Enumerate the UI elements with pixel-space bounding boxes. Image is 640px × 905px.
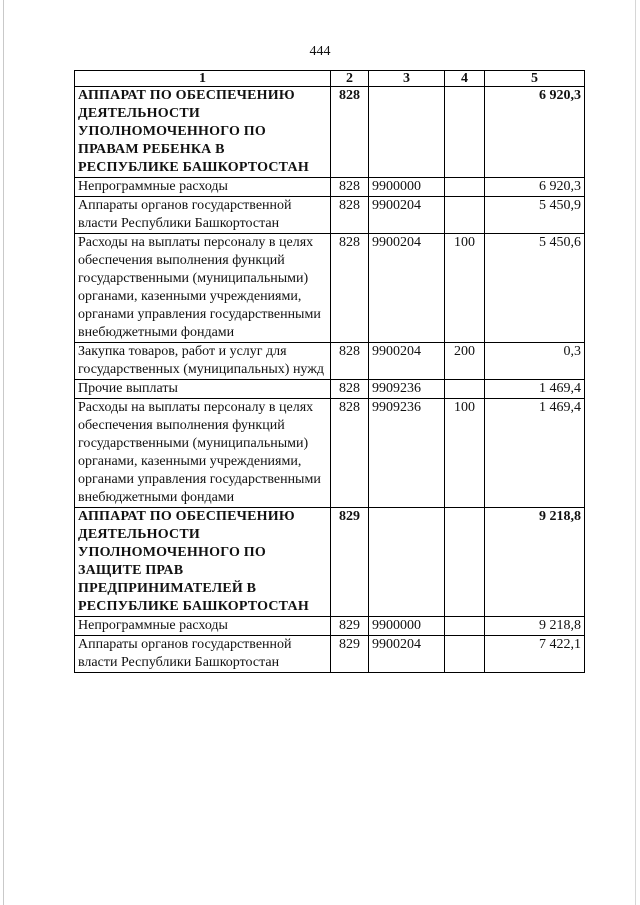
table-row [75, 636, 585, 673]
row-amount: 1 469,4 [485, 380, 585, 399]
row-code: 828 [331, 343, 369, 380]
row-article [369, 87, 445, 178]
header-col-4: 4 [445, 71, 485, 87]
row-amount: 9 218,8 [485, 617, 585, 636]
row-name: Закупка товаров, работ и услуг для государственных (муниципальных) нужд [75, 343, 331, 380]
row-article: 9909236 [369, 380, 445, 399]
row-code: 828 [331, 197, 369, 234]
row-type [445, 87, 485, 178]
row-article: 9900204 [369, 234, 445, 343]
row-name: Непрограммные расходы [75, 178, 331, 197]
row-name: Аппараты органов государственной власти Республики Башкортостан [75, 197, 331, 234]
row-amount: 5 450,9 [485, 197, 585, 234]
row-name: Аппараты органов государственной власти Республики Башкортостан [75, 636, 331, 673]
row-code: 828 [331, 178, 369, 197]
row-type [445, 380, 485, 399]
table-row [75, 617, 585, 636]
header-col-3: 3 [369, 71, 445, 87]
row-article: 9900204 [369, 636, 445, 673]
row-article: 9900000 [369, 178, 445, 197]
row-code: 829 [331, 636, 369, 673]
row-amount: 6 920,3 [485, 87, 585, 178]
row-type [445, 617, 485, 636]
row-type [445, 508, 485, 617]
row-type: 200 [445, 343, 485, 380]
row-code: 828 [331, 380, 369, 399]
row-code: 829 [331, 617, 369, 636]
budget-table [74, 70, 585, 673]
scan-left-edge [3, 0, 4, 905]
row-type [445, 178, 485, 197]
table-row [75, 197, 585, 234]
row-code: 829 [331, 508, 369, 617]
table-header-row [75, 71, 585, 87]
table-row [75, 399, 585, 508]
row-amount: 0,3 [485, 343, 585, 380]
row-code: 828 [331, 87, 369, 178]
row-name: Прочие выплаты [75, 380, 331, 399]
row-type: 100 [445, 234, 485, 343]
row-amount: 1 469,4 [485, 399, 585, 508]
row-amount: 9 218,8 [485, 508, 585, 617]
row-article: 9900000 [369, 617, 445, 636]
row-amount: 5 450,6 [485, 234, 585, 343]
row-article: 9909236 [369, 399, 445, 508]
row-name: Расходы на выплаты персоналу в целях обеспечения выполнения функций государственными (муниципальными) органами, казенными учреждениями, органами управления государственными внебюджетными фондами [75, 234, 331, 343]
row-type: 100 [445, 399, 485, 508]
header-col-2: 2 [331, 71, 369, 87]
row-amount: 6 920,3 [485, 178, 585, 197]
row-article [369, 508, 445, 617]
table-row [75, 508, 585, 617]
row-name: АППАРАТ ПО ОБЕСПЕЧЕНИЮ ДЕЯТЕЛЬНОСТИ УПОЛНОМОЧЕННОГО ПО ПРАВАМ РЕБЕНКА В РЕСПУБЛИКЕ БАШКОРТОСТАН [75, 87, 331, 178]
table-row [75, 380, 585, 399]
row-code: 828 [331, 399, 369, 508]
row-name: АППАРАТ ПО ОБЕСПЕЧЕНИЮ ДЕЯТЕЛЬНОСТИ УПОЛНОМОЧЕННОГО ПО ЗАЩИТЕ ПРАВ ПРЕДПРИНИМАТЕЛЕЙ В РЕСПУБЛИКЕ БАШКОРТОСТАН [75, 508, 331, 617]
row-amount: 7 422,1 [485, 636, 585, 673]
row-type [445, 636, 485, 673]
table-row [75, 87, 585, 178]
row-name: Расходы на выплаты персоналу в целях обеспечения выполнения функций государственными (муниципальными) органами, казенными учреждениями, органами управления государственными внебюджетными фондами [75, 399, 331, 508]
row-code: 828 [331, 234, 369, 343]
row-name: Непрограммные расходы [75, 617, 331, 636]
table-row [75, 343, 585, 380]
header-col-1: 1 [75, 71, 331, 87]
row-type [445, 197, 485, 234]
table-row [75, 178, 585, 197]
header-col-5: 5 [485, 71, 585, 87]
page-number: 444 [309, 44, 331, 59]
scan-right-edge [635, 0, 636, 905]
row-article: 9900204 [369, 197, 445, 234]
row-article: 9900204 [369, 343, 445, 380]
table-row [75, 234, 585, 343]
